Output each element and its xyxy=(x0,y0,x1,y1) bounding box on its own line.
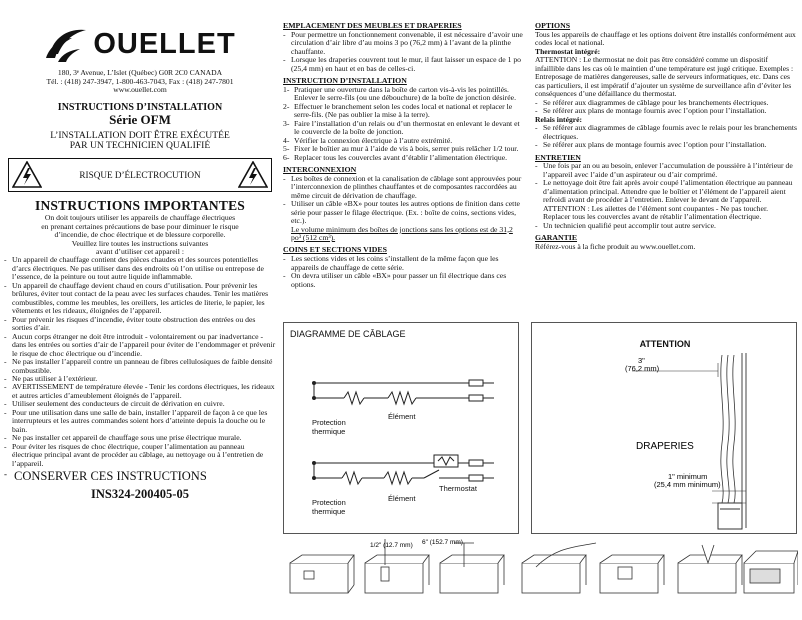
section-title-emplacement: EMPLACEMENT DES MEUBLES ET DRAPERIES xyxy=(283,21,462,30)
safety-item: - Pour éviter les risques de choc électrique, couper l’alimentation au panneau électrique principal avant de procéder au câblage, au nettoyage ou à l’entretien de l’appareil. xyxy=(4,441,264,468)
relais-title: Relais intégré: xyxy=(535,114,583,124)
intro-line: d’incendie, de choc électrique et de blessure corporelle. xyxy=(54,230,226,240)
intro-line: avant d’utiliser cet appareil : xyxy=(96,246,184,256)
install-step: 6- Replacer tous les couvercles avant d’établir l’alimentation électrique. xyxy=(283,152,508,162)
address-block xyxy=(4,69,276,95)
circuit-one xyxy=(314,380,494,404)
step-drawing xyxy=(522,543,596,593)
left-column xyxy=(4,0,276,501)
safety-item: - Ne pas utiliser à l’extérieur. xyxy=(4,374,98,383)
protection-label-1-line: thermique xyxy=(312,427,346,436)
clearance-drape-metric: (25,4 mm minimum) xyxy=(654,480,721,489)
garantie-text: Référez-vous à la fiche produit au www.ouellet.com. xyxy=(535,241,696,251)
section-title-installation: INSTRUCTION D’INSTALLATION xyxy=(283,76,407,86)
list-item: - Se référer aux plans de montage fournis avec l’option pour l’installation. xyxy=(535,140,767,150)
safety-item: - Pour une utilisation dans une salle de bain, installer l’appareil de façon à ce que les interrupteurs et les autres commandes soient hors d’atteinte depuis la douche ou le bain. xyxy=(4,407,268,434)
phone-line: Tél. : (418) 247-3947, 1-800-463-7043, Fax : (418) 247-7801 xyxy=(46,76,234,86)
section-title-options: OPTIONS xyxy=(535,21,571,30)
install-step: 4- Vérifier la connexion électrique à l’autre extrémité. xyxy=(283,135,453,145)
list-item: - Utiliser un câble «BX» pour toutes les autres options de finition dans cette série pour passer le filage électrique. (Ex. : boîte de coins, sections vides, etc.). xyxy=(283,199,520,226)
list-item: - Se référer aux plans de montage fournis avec l’option pour l’installation. xyxy=(535,106,767,116)
clearance-drape-value: 1" minimum xyxy=(668,472,708,481)
safety-item: - Ne pas installer cet appareil de chauffage sous une prise électrique murale. xyxy=(4,433,242,443)
list-item: - Le nettoyage doit être fait après avoir coupé l’alimentation électrique au panneau d’alimentation principal. Attendre que le boîtier et l’élément de l’appareil aient refroidi avant de procéder à l’entretien. Enlever le devant de l’appareil. ATTENTION : Les ailettes de l’élément sont coupantes - Ne pas toucher. Replacer tous les couvercles avant de rétablir l’alimentation électrique. xyxy=(535,178,793,222)
clearance-drawing xyxy=(532,353,796,533)
thermostat-warning: ATTENTION : Le thermostat ne doit pas être considéré comme un dispositif infaillible dans les cas où le maintien d’une température est jugé critique. Exemples : Entreposage de matières dangereuses, salle de serveurs informatiques, etc. Dans ces cas particuliers, il est impératif d’ajouter un système de surveillance afin d’éviter les conséquences d’une défaillance du thermostat. xyxy=(535,55,794,99)
keep-instructions-label: CONSERVER CES INSTRUCTIONS xyxy=(14,469,207,484)
safety-item: - Utiliser seulement des conducteurs de circuit de dérivation en cuivre. xyxy=(4,399,225,409)
draperies-drawing xyxy=(721,355,735,503)
doc-title: INSTRUCTIONS D’INSTALLATION xyxy=(57,102,223,114)
safety-item: - AVERTISSEMENT de température élevée - Tenir les cordons électriques, les rideaux et autres articles d’ameublement éloignés de l’appareil. xyxy=(4,382,275,400)
section-title-garantie: GARANTIE xyxy=(535,233,578,243)
list-item: - Un technicien qualifié peut accomplir tout autre service. xyxy=(535,220,716,230)
document-number: INS324-200405-05 xyxy=(91,487,189,502)
volume-note: Le volume minimum des boîtes de jonctions sans les options est de 31,2 po³ (512 cm³). xyxy=(291,224,513,242)
strip-dimension-a: 1/2" (12.7 mm) xyxy=(370,542,413,549)
section-title-entretien: ENTRETIEN xyxy=(535,152,581,162)
intro-line: Veuillez lire toutes les instructions suivantes xyxy=(71,238,209,248)
clearance-front-value: 3" xyxy=(638,356,645,365)
install-step: 5- Fixer le boîtier au mur à l’aide de vis à bois, serrer puis relâcher 1/2 tour. xyxy=(283,144,519,154)
safety-item: - Pour prévenir les risques d’incendie, éviter toute obstruction des entrées ou des sorties d’air. xyxy=(4,314,256,333)
middle-column xyxy=(283,0,523,289)
brand-logo xyxy=(4,24,276,64)
intro-line: en prenant certaines précautions de base pour diminuer le risque xyxy=(41,221,239,231)
step-drawing xyxy=(440,543,504,593)
step-drawing xyxy=(744,551,798,593)
list-item: - Lorsque les draperies couvrent tout le mur, il faut laisser un espace de 1 po (25,4 mm) en haut et en bas de celles-ci. xyxy=(283,55,522,73)
step-drawing xyxy=(290,555,354,593)
qualified-notice-line: PAR UN TECHNICIEN QUALIFIÉ xyxy=(69,140,211,152)
protection-label-1 xyxy=(312,418,346,436)
strip-dimension-b: 6" (152.7 mm) xyxy=(422,539,463,546)
list-item: - Les sections vides et les coins s’installent de la même façon que les appareils de chauffage de cette série. xyxy=(283,254,499,272)
circuit-two xyxy=(314,455,494,484)
qualified-notice-line: L’INSTALLATION DOIT ÊTRE EXÉCUTÉE xyxy=(50,129,230,141)
assembly-steps-strip xyxy=(284,537,798,617)
intro-line: On doit toujours utiliser les appareils de chauffage électriques xyxy=(44,213,236,223)
protection-label-1-line: Protection xyxy=(312,418,346,427)
protection-label-2-line: Protection xyxy=(312,498,346,507)
safety-list xyxy=(4,256,276,468)
list-item: - Une fois par an ou au besoin, enlever l’accumulation de poussière à l’intérieur de l’appareil avec l’aide d’un aspirateur ou d’air comprimé. xyxy=(535,161,793,179)
wiring-schematic xyxy=(284,343,518,533)
list-item: - Se référer aux diagrammes de câblage fournis avec le relais pour les branchements électriques. xyxy=(535,123,797,141)
list-item: - Se référer aux diagrammes de câblage pour les branchements électriques. xyxy=(535,97,769,107)
section-title-coins: COINS ET SECTIONS VIDES xyxy=(283,245,387,255)
element-label-1: Élément xyxy=(388,412,416,421)
high-voltage-icon xyxy=(12,161,42,188)
important-title: INSTRUCTIONS IMPORTANTES xyxy=(35,197,245,213)
safety-item: - Un appareil de chauffage devient chaud en cours d’utilisation. Pour prévenir les brûlures, éviter tout contact de la peau avec les surfaces chaudes. Tenir les matières combustibles, comme les meubles, les oreillers, les articles de literie, le papier, les vêtements et les rideaux, éloignées de l’appareil. xyxy=(4,280,269,316)
protection-label-2-line: thermique xyxy=(312,507,346,516)
high-voltage-icon xyxy=(238,161,268,188)
attention-title: ATTENTION xyxy=(639,339,691,349)
right-column xyxy=(535,0,797,251)
install-step: 2- Effectuer le branchement selon les codes local et national et replacer le serre-fils. (Ne pas oublier la mise à la terre). xyxy=(283,101,513,120)
series-title: Série OFM xyxy=(109,112,171,128)
important-intro xyxy=(4,214,276,256)
options-intro: Tous les appareils de chauffage et les options doivent être installés conformément aux codes local et national. xyxy=(535,29,796,48)
ouellet-logo-mark xyxy=(44,24,88,64)
safety-item: - Aucun corps étranger ne doit être introduit - volontairement ou par inadvertance - dans les entrées ou sorties d’air de l’appareil pour éviter de l’endommager et prévenir le risque de choc électrique ou d’incendie. xyxy=(4,331,276,358)
attention-diagram xyxy=(531,322,797,534)
section-title-interconnexion: INTERCONNEXION xyxy=(283,165,357,174)
qualified-notice xyxy=(4,131,276,152)
brand-name: OUELLET xyxy=(93,27,236,60)
safety-item: - Un appareil de chauffage contient des pièces chaudes et des sources potentielles d’arcs électriques. Ne pas utiliser dans des endroits où l’on utilise ou entrepose de l’essence, de la peinture ou tout autre liquide inflammable. xyxy=(4,255,264,282)
safety-item: - Ne pas installer l’appareil contre un panneau de fibres cellulosiques de faible densité combustible. xyxy=(4,357,273,375)
electrocution-warning-box xyxy=(8,158,272,192)
wiring-diagram-title: DIAGRAMME DE CÂBLAGE xyxy=(290,329,406,339)
step-drawing xyxy=(600,555,664,593)
list-item: - Pour permettre un fonctionnement convenable, il est nécessaire d’avoir une circulation d’air libre d’au moins 3 po (76,2 mm) à l’avant de la plinthe chauffante. xyxy=(283,29,523,56)
thermostat-label: Thermostat xyxy=(439,484,477,493)
element-label-2: Élément xyxy=(388,494,416,503)
list-item: - On devra utiliser un câble «BX» pour passer un fil électrique dans ces options. xyxy=(283,271,507,289)
thermostat-title: Thermostat intégré: xyxy=(535,46,601,56)
website-line: www.ouellet.com xyxy=(113,85,167,95)
list-item: - Les boîtes de connexion et la canalisation de câblage sont approuvées pour l’interconnexion de plinthes chauffantes et de composantes raccordées au même circuit de dérivation de chauffage. xyxy=(283,173,522,200)
draperies-label: DRAPERIES xyxy=(636,441,694,452)
install-step: 3- Faire l’installation d’un relais ou d’un thermostat en enlevant le devant et le couvercle de la boîte de jonction. xyxy=(283,118,520,137)
warning-label: RISQUE D’ÉLECTROCUTION xyxy=(79,169,201,180)
clearance-front-metric: (76,2 mm) xyxy=(625,364,660,373)
protection-label-2 xyxy=(312,498,346,516)
keep-instructions: - CONSERVER CES INSTRUCTIONS xyxy=(4,469,207,484)
step-drawing xyxy=(678,545,742,593)
wiring-diagram xyxy=(283,322,519,534)
install-step: 1- Pratiquer une ouverture dans la boîte de carton vis-à-vis les pointillés. Enlever le serre-fils (ou une débouchure) de la boîte de jonction désirée. xyxy=(283,84,516,103)
address-line: 180, 3ᵉ Avenue, L’Islet (Québec) G0R 2C0 CANADA xyxy=(57,68,223,77)
